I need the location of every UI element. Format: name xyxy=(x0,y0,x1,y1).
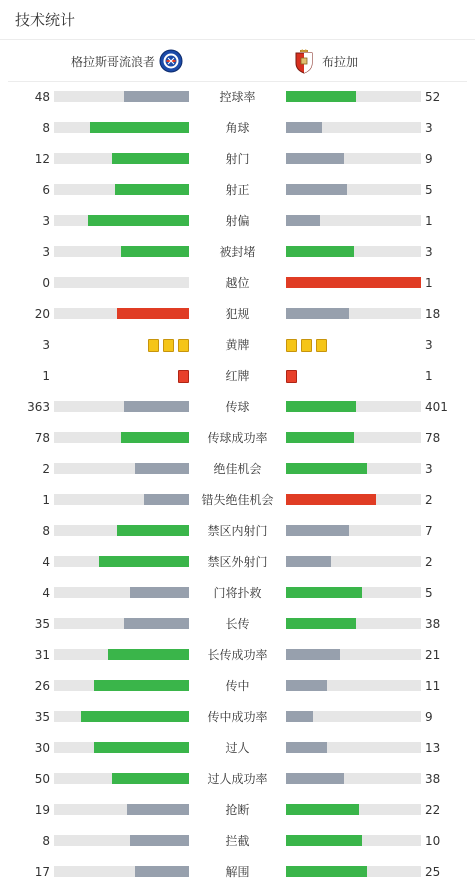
home-bar-fill xyxy=(117,308,189,319)
away-value: 25 xyxy=(425,865,441,879)
stat-row xyxy=(0,175,475,206)
away-bar-fill xyxy=(286,804,359,815)
home-bar-track xyxy=(54,773,189,784)
stat-row xyxy=(0,423,475,454)
stats-list xyxy=(0,82,475,888)
home-bar-fill xyxy=(121,246,189,257)
yellow-card-icon xyxy=(316,339,327,352)
away-bar-fill xyxy=(286,308,349,319)
stat-label: 拦截 xyxy=(225,834,250,848)
stat-row xyxy=(0,547,475,578)
away-value: 3 xyxy=(425,121,433,135)
stat-label: 被封堵 xyxy=(219,245,256,259)
home-bar-track xyxy=(54,184,189,195)
stat-row xyxy=(0,113,475,144)
home-bar-track xyxy=(54,804,189,815)
away-bar-fill xyxy=(286,432,354,443)
home-bar-fill xyxy=(124,91,189,102)
home-bar-track xyxy=(54,91,189,102)
stat-row xyxy=(0,237,475,268)
stat-row xyxy=(0,206,475,237)
home-value: 3 xyxy=(42,214,50,228)
away-bar-fill xyxy=(286,835,362,846)
stat-row xyxy=(0,299,475,330)
away-value: 38 xyxy=(425,617,441,631)
away-value: 13 xyxy=(425,741,441,755)
away-value: 18 xyxy=(425,307,441,321)
away-team-name: 布拉加 xyxy=(322,54,359,69)
stat-row xyxy=(0,454,475,485)
stat-row xyxy=(0,361,475,392)
stat-label: 过人 xyxy=(225,741,250,755)
stat-row xyxy=(0,764,475,795)
home-value: 31 xyxy=(34,648,50,662)
home-value: 3 xyxy=(42,245,50,259)
away-bar-track xyxy=(286,277,421,288)
home-bar-fill xyxy=(112,773,189,784)
home-bar-track xyxy=(54,587,189,598)
home-bar-track xyxy=(54,122,189,133)
away-value: 11 xyxy=(425,679,441,693)
home-bar-track xyxy=(54,711,189,722)
home-cards xyxy=(178,370,189,383)
home-value: 8 xyxy=(42,834,50,848)
away-bar-track xyxy=(286,494,421,505)
home-bar-track xyxy=(54,215,189,226)
away-value: 9 xyxy=(425,710,433,724)
home-value: 363 xyxy=(27,400,50,414)
stat-label: 绝佳机会 xyxy=(213,462,262,476)
home-bar-track xyxy=(54,308,189,319)
red-card-icon xyxy=(178,370,189,383)
away-bar-fill xyxy=(286,122,322,133)
home-bar-fill xyxy=(94,742,189,753)
away-bar-track xyxy=(286,401,421,412)
home-value: 35 xyxy=(34,617,50,631)
stat-label: 越位 xyxy=(225,276,250,290)
away-value: 5 xyxy=(425,586,433,600)
away-value: 3 xyxy=(425,245,433,259)
away-bar-fill xyxy=(286,556,331,567)
away-value: 2 xyxy=(425,555,433,569)
home-bar-fill xyxy=(108,649,189,660)
stat-label: 角球 xyxy=(225,121,250,135)
home-bar-fill xyxy=(99,556,189,567)
stat-row xyxy=(0,485,475,516)
away-value: 78 xyxy=(425,431,441,445)
away-bar-track xyxy=(286,556,421,567)
home-bar-track xyxy=(54,680,189,691)
away-bar-fill xyxy=(286,246,354,257)
home-value: 48 xyxy=(34,90,50,104)
away-bar-fill xyxy=(286,680,327,691)
away-team[interactable] xyxy=(292,48,358,74)
away-bar-fill xyxy=(286,618,356,629)
home-cards xyxy=(148,339,189,352)
home-value: 17 xyxy=(34,865,50,879)
stat-label: 射正 xyxy=(225,183,250,197)
stat-label: 黄牌 xyxy=(225,338,250,352)
home-value: 8 xyxy=(42,121,50,135)
home-bar-track xyxy=(54,494,189,505)
stat-label: 长传成功率 xyxy=(207,648,268,662)
away-value: 52 xyxy=(425,90,441,104)
home-value: 8 xyxy=(42,524,50,538)
home-bar-fill xyxy=(135,463,189,474)
home-value: 6 xyxy=(42,183,50,197)
away-value: 3 xyxy=(425,462,433,476)
away-bar-track xyxy=(286,463,421,474)
stat-row xyxy=(0,857,475,888)
away-value: 21 xyxy=(425,648,441,662)
away-bar-track xyxy=(286,215,421,226)
home-bar-fill xyxy=(81,711,189,722)
away-bar-fill xyxy=(286,494,376,505)
home-bar-track xyxy=(54,277,189,288)
home-bar-track xyxy=(54,866,189,877)
home-bar-fill xyxy=(112,153,189,164)
away-value: 9 xyxy=(425,152,433,166)
home-bar-fill xyxy=(117,525,189,536)
away-bar-track xyxy=(286,649,421,660)
stat-row xyxy=(0,733,475,764)
stat-label: 射偏 xyxy=(225,214,250,228)
stat-label: 传球 xyxy=(225,400,250,414)
away-bar-track xyxy=(286,742,421,753)
stat-row xyxy=(0,516,475,547)
stat-row xyxy=(0,330,475,361)
home-bar-fill xyxy=(121,432,189,443)
stat-label: 红牌 xyxy=(225,369,250,383)
stat-label: 禁区内射门 xyxy=(207,524,268,538)
home-bar-fill xyxy=(90,122,189,133)
stat-label: 传中 xyxy=(225,679,250,693)
home-value: 2 xyxy=(42,462,50,476)
red-card-icon xyxy=(286,370,297,383)
home-bar-fill xyxy=(115,184,189,195)
stat-row xyxy=(0,702,475,733)
away-bar-track xyxy=(286,308,421,319)
away-bar-track xyxy=(286,91,421,102)
stat-row xyxy=(0,268,475,299)
away-cards xyxy=(286,370,297,383)
away-bar-fill xyxy=(286,866,367,877)
home-value: 20 xyxy=(34,307,50,321)
away-value: 5 xyxy=(425,183,433,197)
home-bar-fill xyxy=(130,587,189,598)
away-bar-track xyxy=(286,432,421,443)
rangers-crest-icon xyxy=(159,48,183,74)
stat-label: 射门 xyxy=(225,152,250,166)
stat-label: 控球率 xyxy=(219,90,256,104)
away-bar-track xyxy=(286,711,421,722)
home-bar-fill xyxy=(135,866,189,877)
home-value: 4 xyxy=(42,555,50,569)
home-bar-track xyxy=(54,556,189,567)
home-bar-track xyxy=(54,463,189,474)
home-bar-track xyxy=(54,649,189,660)
home-value: 1 xyxy=(42,369,50,383)
away-bar-track xyxy=(286,525,421,536)
away-bar-track xyxy=(286,804,421,815)
away-bar-fill xyxy=(286,91,356,102)
stat-label: 过人成功率 xyxy=(207,772,268,786)
home-value: 4 xyxy=(42,586,50,600)
home-bar-track xyxy=(54,742,189,753)
home-bar-fill xyxy=(127,804,189,815)
home-value: 12 xyxy=(34,152,50,166)
home-bar-track xyxy=(54,835,189,846)
home-bar-track xyxy=(54,525,189,536)
away-bar-fill xyxy=(286,184,347,195)
away-value: 1 xyxy=(425,214,433,228)
away-value: 401 xyxy=(425,400,448,414)
away-bar-track xyxy=(286,773,421,784)
yellow-card-icon xyxy=(163,339,174,352)
home-bar-fill xyxy=(124,618,189,629)
stat-row xyxy=(0,392,475,423)
home-bar-track xyxy=(54,401,189,412)
home-team-name: 格拉斯哥流浪者 xyxy=(70,54,155,69)
home-team[interactable] xyxy=(71,48,183,74)
away-bar-track xyxy=(286,835,421,846)
away-bar-fill xyxy=(286,711,313,722)
home-value: 19 xyxy=(34,803,50,817)
away-bar-track xyxy=(286,618,421,629)
away-value: 22 xyxy=(425,803,441,817)
away-bar-fill xyxy=(286,649,340,660)
stat-label: 错失绝佳机会 xyxy=(201,493,274,507)
home-bar-track xyxy=(54,153,189,164)
stat-label: 解围 xyxy=(225,865,250,879)
away-bar-track xyxy=(286,153,421,164)
stat-row xyxy=(0,82,475,113)
home-bar-fill xyxy=(124,401,189,412)
away-value: 2 xyxy=(425,493,433,507)
away-value: 1 xyxy=(425,276,433,290)
away-cards xyxy=(286,339,327,352)
home-value: 50 xyxy=(34,772,50,786)
home-value: 35 xyxy=(34,710,50,724)
stat-label: 抢断 xyxy=(225,803,250,817)
away-bar-fill xyxy=(286,587,362,598)
away-bar-track xyxy=(286,184,421,195)
home-value: 0 xyxy=(42,276,50,290)
home-value: 3 xyxy=(42,338,50,352)
home-value: 1 xyxy=(42,493,50,507)
home-bar-track xyxy=(54,432,189,443)
home-value: 30 xyxy=(34,741,50,755)
stat-label: 长传 xyxy=(225,617,250,631)
page-title: 技术统计 xyxy=(0,0,475,40)
away-bar-track xyxy=(286,122,421,133)
away-bar-fill xyxy=(286,153,344,164)
away-bar-fill xyxy=(286,525,349,536)
away-bar-fill xyxy=(286,401,356,412)
stat-label: 传球成功率 xyxy=(207,431,268,445)
away-bar-fill xyxy=(286,742,327,753)
stat-row xyxy=(0,609,475,640)
stat-row xyxy=(0,795,475,826)
home-bar-fill xyxy=(88,215,189,226)
home-bar-fill xyxy=(130,835,189,846)
stat-label: 门将扑救 xyxy=(213,586,262,600)
yellow-card-icon xyxy=(286,339,297,352)
away-bar-fill xyxy=(286,773,344,784)
braga-crest-icon xyxy=(292,48,316,74)
stat-row xyxy=(0,578,475,609)
away-bar-track xyxy=(286,680,421,691)
away-bar-track xyxy=(286,587,421,598)
stat-label: 禁区外射门 xyxy=(207,555,268,569)
home-bar-track xyxy=(54,246,189,257)
away-bar-fill xyxy=(286,463,367,474)
yellow-card-icon xyxy=(178,339,189,352)
home-bar-track xyxy=(54,618,189,629)
away-value: 1 xyxy=(425,369,433,383)
away-value: 3 xyxy=(425,338,433,352)
away-value: 7 xyxy=(425,524,433,538)
away-value: 38 xyxy=(425,772,441,786)
stat-row xyxy=(0,671,475,702)
away-bar-fill xyxy=(286,215,320,226)
away-bar-track xyxy=(286,866,421,877)
away-bar-fill xyxy=(286,277,421,288)
yellow-card-icon xyxy=(148,339,159,352)
teams-header xyxy=(8,40,467,82)
home-value: 78 xyxy=(34,431,50,445)
home-value: 26 xyxy=(34,679,50,693)
home-bar-fill xyxy=(144,494,189,505)
stat-row xyxy=(0,144,475,175)
stat-row xyxy=(0,640,475,671)
away-value: 10 xyxy=(425,834,441,848)
stat-label: 犯规 xyxy=(225,307,250,321)
home-bar-fill xyxy=(94,680,189,691)
stat-row xyxy=(0,826,475,857)
away-bar-track xyxy=(286,246,421,257)
stat-label: 传中成功率 xyxy=(207,710,268,724)
yellow-card-icon xyxy=(301,339,312,352)
